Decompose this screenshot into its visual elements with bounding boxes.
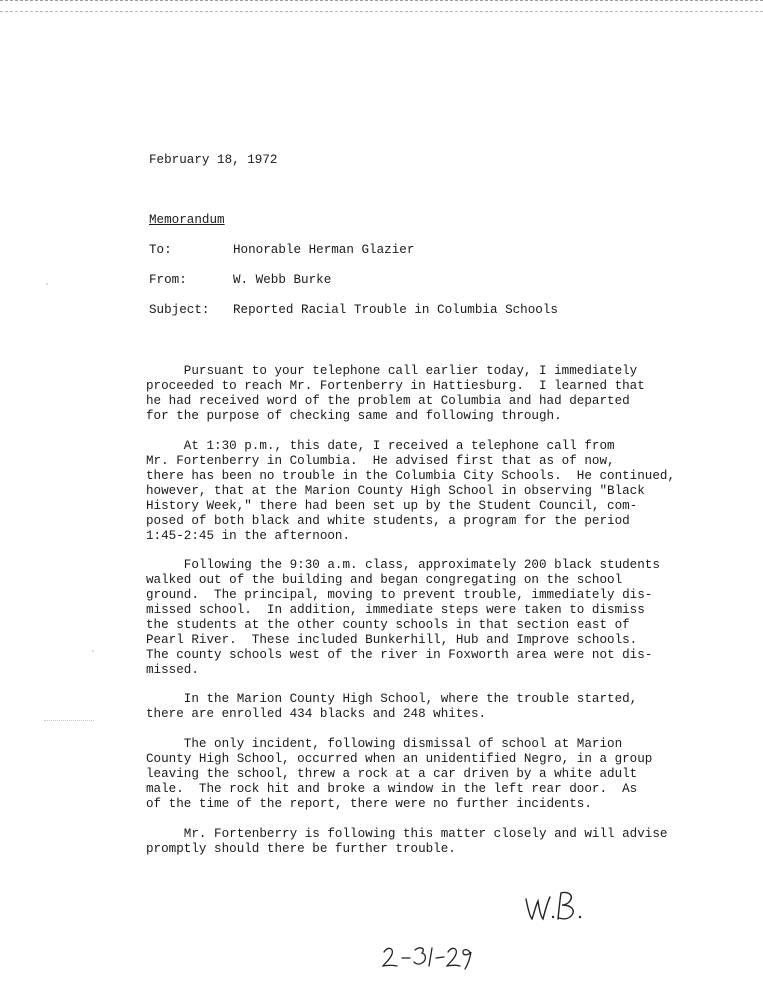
paragraph-line: missed school. In addition, immediate steps were taken to dismiss — [146, 603, 645, 617]
paragraph-line: promptly should there be further trouble. — [146, 842, 456, 856]
from-value: W. Webb Burke — [233, 273, 332, 287]
paragraph-line: for the purpose of checking same and following through. — [146, 409, 562, 423]
paragraph-line: In the Marion County High School, where the trouble started, — [146, 692, 638, 706]
paragraph-line: leaving the school, threw a rock at a car driven by a white adult — [146, 767, 638, 781]
memo-date: February 18, 1972 — [149, 153, 278, 167]
from-label: From: — [149, 273, 187, 287]
paragraph-line: 1:45-2:45 in the afternoon. — [146, 529, 351, 543]
paragraph-line: Mr. Fortenberry in Columbia. He advised first that as of now, — [146, 454, 615, 468]
paragraph-line: History Week," there had been set up by the Student Council, com- — [146, 499, 638, 513]
paragraph-line: The county schools west of the river in Foxworth area were not dis- — [146, 648, 653, 662]
paragraph-line: ground. The principal, moving to prevent trouble, immediately dis- — [146, 588, 653, 602]
paragraph-line: however, that at the Marion County High School in observing "Black — [146, 484, 645, 498]
to-label: To: — [149, 243, 172, 257]
paragraph-line: proceeded to reach Mr. Fortenberry in Hattiesburg. I learned that — [146, 379, 645, 393]
memo-heading: Memorandum — [149, 213, 225, 227]
paragraph-5 — [146, 737, 686, 812]
paragraph-line: missed. — [146, 663, 199, 677]
paragraph-6 — [146, 827, 686, 857]
paragraph-3 — [146, 558, 686, 678]
paragraph-2 — [146, 439, 686, 544]
paragraph-line: male. The rock hit and broke a window in the left rear door. As — [146, 782, 638, 796]
paragraph-line: Pearl River. These included Bunkerhill, Hub and Improve schools. — [146, 633, 638, 647]
subject-label: Subject: — [149, 303, 210, 317]
paragraph-line: there has been no trouble in the Columbia City Schools. He continued, — [146, 469, 676, 483]
paragraph-line: Following the 9:30 a.m. class, approximately 200 black students — [146, 558, 660, 572]
paragraph-line: Pursuant to your telephone call earlier today, I immediately — [146, 364, 638, 378]
margin-scribble — [44, 712, 94, 721]
paragraph-line: posed of both black and white students, a program for the period — [146, 514, 630, 528]
paragraph-line: County High School, occurred when an unidentified Negro, in a group — [146, 752, 653, 766]
paragraph-line: there are enrolled 434 blacks and 248 whites. — [146, 707, 487, 721]
paragraph-line: he had received word of the problem at Columbia and had departed — [146, 394, 630, 408]
subject-value: Reported Racial Trouble in Columbia Schools — [233, 303, 558, 317]
handwritten-file-number — [380, 942, 476, 972]
paragraph-line: walked out of the building and began congregating on the school — [146, 573, 623, 587]
page-top-border — [0, 0, 763, 12]
paragraph-line: Mr. Fortenberry is following this matter closely and will advise — [146, 827, 668, 841]
paragraph-1 — [146, 364, 686, 424]
paragraph-4 — [146, 692, 686, 722]
scan-speck — [92, 650, 94, 652]
handwritten-initials-signature — [520, 885, 590, 925]
paragraph-line: At 1:30 p.m., this date, I received a telephone call from — [146, 439, 615, 453]
paragraph-line: of the time of the report, there were no further incidents. — [146, 797, 592, 811]
to-value: Honorable Herman Glazier — [233, 243, 415, 257]
scan-speck — [46, 283, 48, 285]
paragraph-line: The only incident, following dismissal of school at Marion — [146, 737, 623, 751]
paragraph-line: the students at the other county schools in that section east of — [146, 618, 630, 632]
